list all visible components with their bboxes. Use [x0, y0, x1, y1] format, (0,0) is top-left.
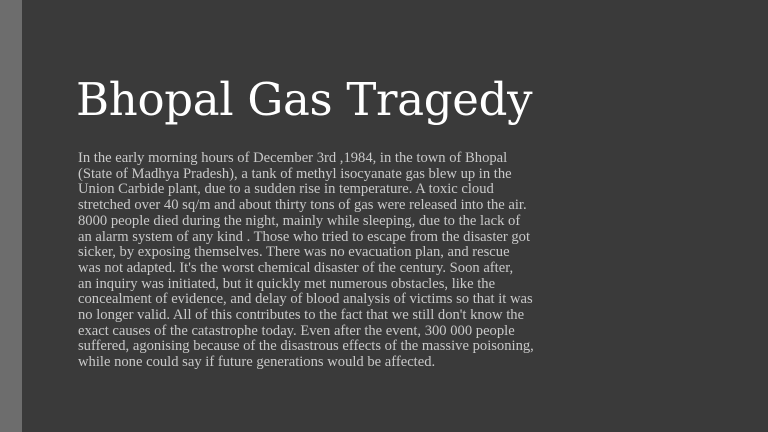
accent-bar [0, 0, 22, 432]
slide-body-text: In the early morning hours of December 3rd ,1984, in the town of Bhopal (State of Madhya Pradesh), a tank of methyl isocyanate gas blew up in the Union Carbide plant, due to a sudden rise in temperature. A toxic cloud stretched over 40 sq/m and about thirty tons of gas were released into the air. 8000 people died during the night, mainly while sleeping, due to the lack of an alarm system of any kind . Those who tried to escape from the disaster got sicker, by exposing themselves. There was no evacuation plan, and rescue was not adapted. It's the worst chemical disaster of the century. Soon after, an inquiry was initiated, but it quickly met numerous obstacles, like the concealment of evidence, and delay of blood analysis of victims so that it was no longer valid. All of this contributes to the fact that we still don't know the exact causes of the catastrophe today. Even after the event, 300 000 people suffered, agonising because of the disastrous effects of the massive poisoning, while none could say if future generations would be affected. [78, 150, 534, 371]
slide-title: Bhopal Gas Tragedy [76, 73, 533, 126]
